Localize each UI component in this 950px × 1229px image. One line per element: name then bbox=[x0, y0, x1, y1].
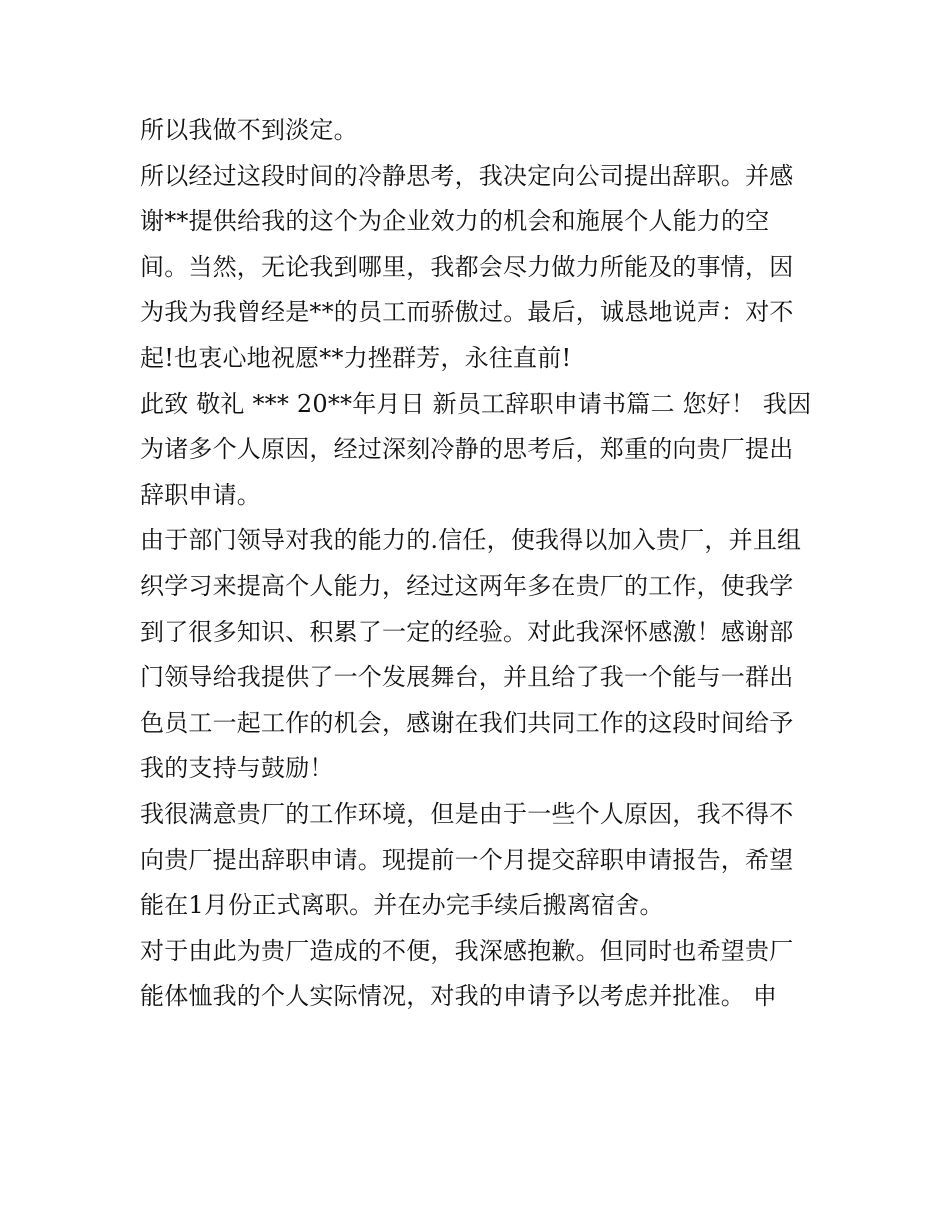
paragraph-6: 对于由此为贵厂造成的不便，我深感抱歉。但同时也希望贵厂能体恤我的个人实际情况，对我的申请予以考虑并批准。 申 bbox=[140, 936, 794, 1011]
paragraph-1: 所以我做不到淡定。 bbox=[140, 116, 358, 144]
paragraph-4: 由于部门领导对我的能力的.信任，使我得以加入贵厂，并且组织学习来提高个人能力，经过这两年多在贵厂的工作，使我学到了很多知识、积累了一定的经验。对此我深怀感激！感谢部门领导给我提供了一个发展舞台，并且给了我一个能与一群出色员工一起工作的机会，感谢在我们共同工作的这段时间给予我的支持与鼓励！ bbox=[140, 526, 802, 783]
paragraph-5: 我很满意贵厂的工作环境，但是由于一些个人原因，我不得不向贵厂提出辞职申请。现提前一个月提交辞职申请报告，希望能在1月份正式离职。并在办完手续后搬离宿舍。 bbox=[140, 799, 794, 920]
paragraph-3: 此致 敬礼 *** 20**年月日 新员工辞职申请书篇二 您好！ 我因为诸多个人原因，经过深刻冷静的思考后，郑重的向贵厂提出辞职申请。 bbox=[140, 389, 812, 509]
document-body bbox=[140, 108, 812, 1020]
paragraph-2: 所以经过这段时间的冷静思考，我决定向公司提出辞职。并感谢**提供给我的这个为企业效力的机会和施展个人能力的空间。当然，无论我到哪里，我都会尽力做力所能及的事情，因为我为我曾经是**的员工而骄傲过。最后，诚恳地说声：对不起!也衷心地祝愿**力挫群芳，永往直前! bbox=[140, 161, 794, 372]
